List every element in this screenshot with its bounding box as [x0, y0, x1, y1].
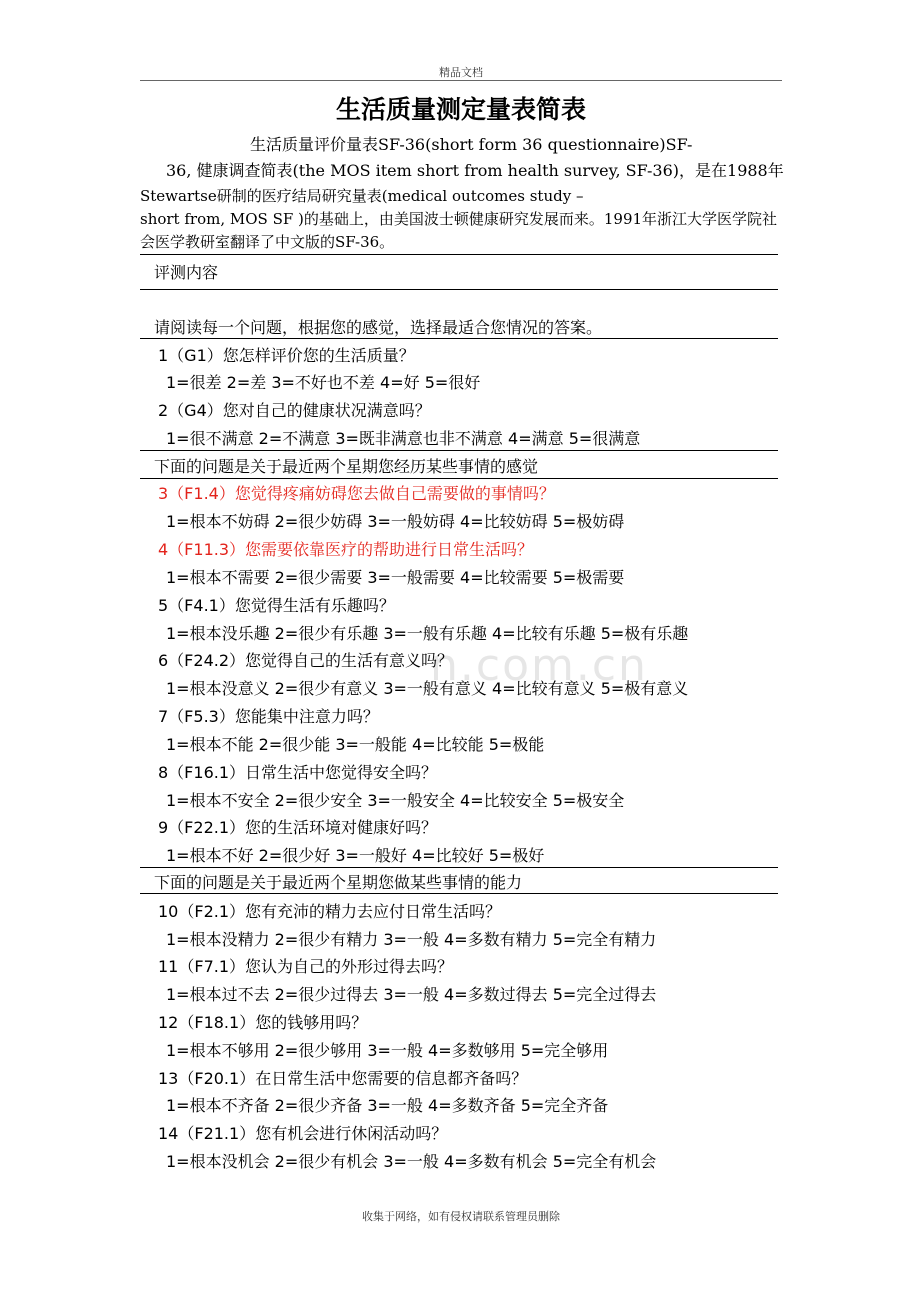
answer-options-13: 1=根本不齐备 2=很少齐备 3=一般 4=多数齐备 5=完全齐备	[166, 1096, 609, 1115]
question-14: 14（F21.1）您有机会进行休闲活动吗？	[158, 1124, 448, 1143]
question-3: 3（F1.4）您觉得疼痛妨碍您去做自己需要做的事情吗？	[158, 484, 555, 503]
answer-options-1: 1=很差 2=差 3=不好也不差 4=好 5=很好	[166, 373, 481, 392]
page-header: 精品文档	[439, 66, 483, 79]
question-1: 1（G1）您怎样评价您的生活质量？	[158, 346, 415, 365]
answer-options-2: 1=很不满意 2=不满意 3=既非满意也非不满意 4=满意 5=很满意	[166, 429, 641, 448]
rule-below-instruction	[140, 338, 778, 339]
answer-options-7: 1=根本不能 2=很少能 3=一般能 4=比较能 5=极能	[166, 735, 545, 754]
question-5: 5（F4.1）您觉得生活有乐趣吗？	[158, 596, 395, 615]
question-8: 8（F16.1）日常生活中您觉得安全吗？	[158, 763, 438, 782]
rule-above-feelings	[140, 450, 778, 451]
question-13: 13（F20.1）在日常生活中您需要的信息都齐备吗？	[158, 1069, 528, 1088]
rule-below-abilities	[140, 893, 778, 894]
intro-line-2: 36, 健康调查简表(the MOS item short from health survey, SF-36)，是在1988年	[166, 161, 784, 180]
group-header-feelings: 下面的问题是关于最近两个星期您经历某些事情的感觉	[154, 457, 539, 476]
page-footer: 收集于网络，如有侵权请联系管理员删除	[362, 1210, 560, 1223]
question-11: 11（F7.1）您认为自己的外形过得去吗？	[158, 957, 454, 976]
answer-options-8: 1=根本不安全 2=很少安全 3=一般安全 4=比较安全 5=极安全	[166, 791, 625, 810]
answer-options-10: 1=根本没精力 2=很少有精力 3=一般 4=多数有精力 5=完全有精力	[166, 930, 657, 949]
answer-options-14: 1=根本没机会 2=很少有机会 3=一般 4=多数有机会 5=完全有机会	[166, 1152, 657, 1171]
group-header-abilities: 下面的问题是关于最近两个星期您做某些事情的能力	[154, 873, 523, 892]
question-12: 12（F18.1）您的钱够用吗？	[158, 1013, 368, 1032]
intro-line-4: short from, MOS SF )的基础上，由美国波士顿健康研究发展而来。1991年浙江大学医学院社	[140, 210, 778, 228]
question-4: 4（F11.3）您需要依靠医疗的帮助进行日常生活吗？	[158, 540, 534, 559]
rule-below-feelings	[140, 478, 778, 479]
document-title: 生活质量测定量表简表	[335, 95, 586, 124]
header-rule	[140, 80, 782, 81]
watermark: n.com.cn	[430, 640, 648, 691]
question-7: 7（F5.3）您能集中注意力吗？	[158, 707, 379, 726]
rule-below-section	[140, 289, 778, 290]
answer-options-3: 1=根本不妨碍 2=很少妨碍 3=一般妨碍 4=比较妨碍 5=极妨碍	[166, 512, 625, 531]
intro-line-1: 生活质量评价量表SF-36(short form 36 questionnaire)SF-	[250, 135, 693, 154]
answer-options-9: 1=根本不好 2=很少好 3=一般好 4=比较好 5=极好	[166, 846, 545, 865]
question-6: 6（F24.2）您觉得自己的生活有意义吗？	[158, 651, 454, 670]
intro-line-5: 会医学教研室翻译了中文版的SF-36。	[140, 233, 395, 251]
rule-top-section	[140, 254, 778, 255]
question-2: 2（G4）您对自己的健康状况满意吗？	[158, 401, 431, 420]
intro-line-3: Stewartse研制的医疗结局研究量表(medical outcomes study –	[140, 187, 584, 205]
question-9: 9（F22.1）您的生活环境对健康好吗？	[158, 818, 438, 837]
answer-options-11: 1=根本过不去 2=很少过得去 3=一般 4=多数过得去 5=完全过得去	[166, 985, 657, 1004]
answer-options-12: 1=根本不够用 2=很少够用 3=一般 4=多数够用 5=完全够用	[166, 1041, 609, 1060]
section-heading: 评测内容	[154, 263, 219, 282]
instruction-text: 请阅读每一个问题，根据您的感觉，选择最适合您情况的答案。	[154, 318, 603, 337]
question-10: 10（F2.1）您有充沛的精力去应付日常生活吗？	[158, 902, 502, 921]
answer-options-4: 1=根本不需要 2=很少需要 3=一般需要 4=比较需要 5=极需要	[166, 568, 625, 587]
rule-above-abilities	[140, 867, 778, 868]
answer-options-6: 1=根本没意义 2=很少有意义 3=一般有意义 4=比较有意义 5=极有意义	[166, 679, 689, 698]
answer-options-5: 1=根本没乐趣 2=很少有乐趣 3=一般有乐趣 4=比较有乐趣 5=极有乐趣	[166, 624, 689, 643]
